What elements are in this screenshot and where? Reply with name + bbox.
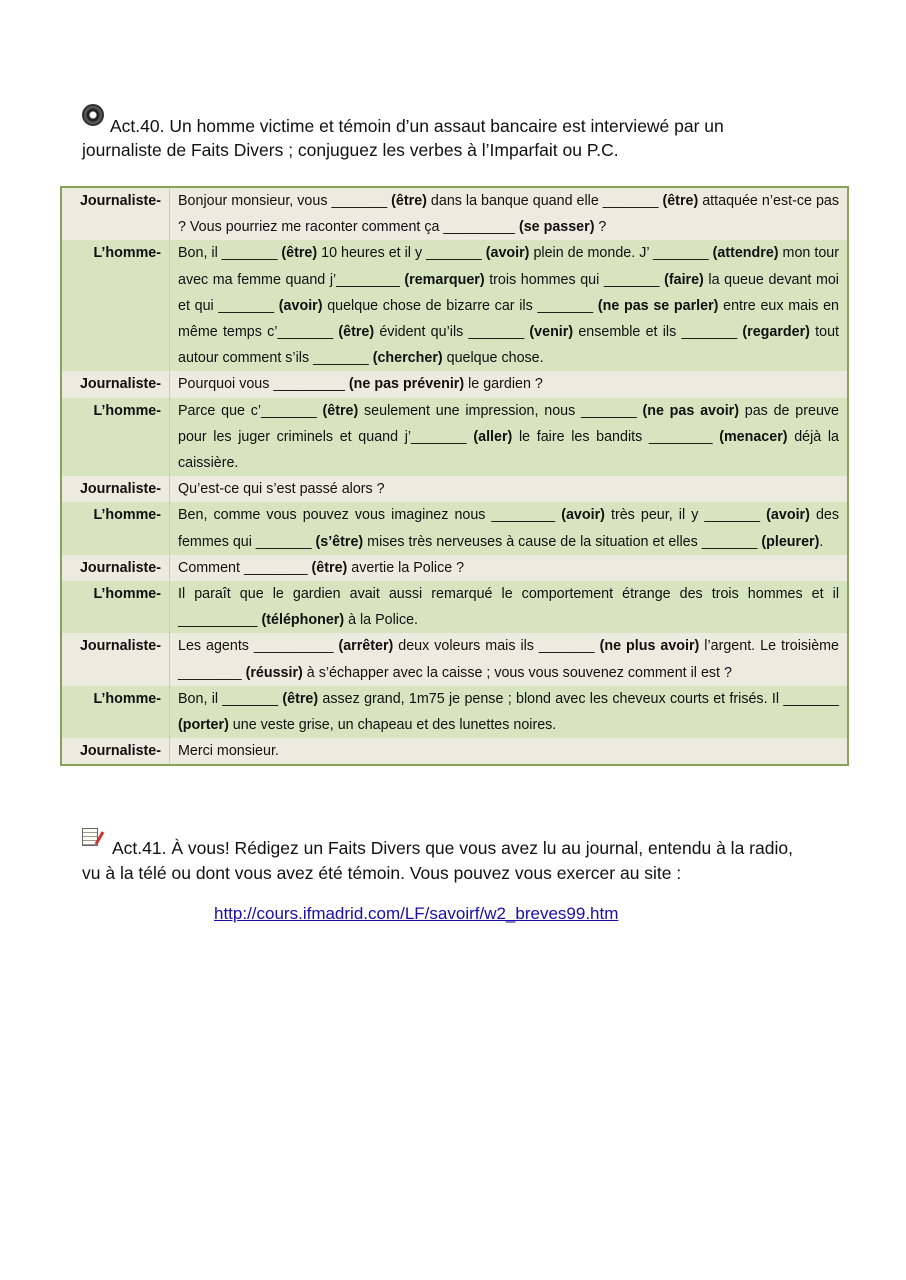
dialog-text (170, 686, 847, 738)
verb-hint: (ne plus avoir) (599, 638, 700, 655)
dialog-fragment: seulement une impression, nous _______ (358, 402, 643, 419)
verb-hint: (être) (281, 245, 318, 262)
dialog-fragment: Les agents __________ (178, 638, 339, 655)
journalist-row (62, 633, 847, 685)
journalist-row (62, 476, 847, 502)
journalist-row (62, 738, 847, 764)
verb-hint: (attendre) (712, 245, 779, 262)
dialog-fragment: déjà la caissière. (178, 428, 840, 472)
man-row (62, 581, 847, 633)
speaker-label: Journaliste- (62, 633, 170, 685)
dialog-fragment: Qu’est-ce qui s’est passé alors ? (178, 481, 385, 498)
dialog-fragment: dans la banque quand elle _______ (426, 193, 663, 209)
verb-hint: (téléphoner) (261, 612, 345, 629)
speaker-label: Journaliste- (62, 738, 170, 764)
dialog-text (170, 476, 847, 502)
verb-hint: (être) (338, 324, 375, 341)
dialog-fragment: avertie la Police ? (347, 559, 465, 576)
dialog-text (170, 240, 847, 371)
dialog-text (170, 738, 847, 764)
verb-hint: (remarquer) (404, 271, 485, 288)
speaker-label: L’homme- (62, 581, 170, 633)
verb-hint: (pleurer) (761, 533, 820, 550)
verb-hint: (être) (662, 193, 699, 209)
dialog-fragment: ? (594, 219, 607, 236)
dialog-fragment: mon tour avec ma femme quand j’________ (178, 245, 839, 288)
verb-hint: (être) (391, 193, 427, 209)
verb-hint: (réussir) (245, 664, 303, 681)
dialog-fragment: Bonjour monsieur, vous _______ (178, 193, 392, 209)
man-row (62, 502, 847, 554)
dialog-fragment: Merci monsieur. (178, 743, 279, 760)
dialog-fragment: Ben, comme vous pouvez vous imaginez nous ________ (178, 507, 562, 524)
man-row (62, 398, 847, 477)
speaker-label: L’homme- (62, 398, 170, 477)
dialog-table (60, 186, 849, 766)
dialog-fragment: Pourquoi vous _________ (178, 376, 349, 393)
dialog-text (170, 633, 847, 685)
verb-hint: (ne pas avoir) (642, 402, 740, 419)
dialog-text (170, 188, 847, 240)
verb-hint: (avoir) (485, 245, 530, 262)
dialog-fragment: plein de monde. J’ _______ (529, 245, 713, 262)
speaker-label: L’homme- (62, 240, 170, 371)
dialog-fragment: l’argent. Le troisième ________ (178, 638, 840, 681)
dialog-fragment: à s’échapper avec la caisse ; vous vous souvenez comment il est ? (302, 664, 732, 681)
dialog-fragment: Bon, il _______ (178, 245, 282, 262)
dialog-fragment: Parce que c’_______ (178, 402, 323, 419)
dialog-text (170, 502, 847, 554)
dialog-fragment: Il paraît que le gardien avait aussi remarqué le comportement étrange des trois hommes et il __________ (178, 586, 839, 629)
verb-hint: (être) (311, 559, 348, 576)
verb-hint: (chercher) (372, 350, 443, 367)
dialog-fragment: le gardien ? (464, 376, 543, 393)
speaker-label: Journaliste- (62, 555, 170, 581)
speaker-label: L’homme- (62, 686, 170, 738)
act41-instruction (82, 836, 802, 886)
dialog-fragment: assez grand, 1m75 je pense ; blond avec les cheveux courts et frisés. Il _______ (318, 690, 839, 707)
verb-hint: (être) (322, 402, 359, 419)
dialog-fragment: pas de preuve pour les juger criminels et quand j’_______ (178, 402, 839, 445)
man-row (62, 686, 847, 738)
dialog-fragment: attaquée n’est-ce pas ? Vous pourriez me raconter comment ça _________ (178, 193, 840, 236)
cd-icon (82, 104, 104, 126)
verb-hint: (avoir) (766, 507, 810, 524)
verb-hint: (regarder) (742, 324, 810, 341)
speaker-label: Journaliste- (62, 371, 170, 397)
notepad-icon (82, 828, 98, 846)
dialog-fragment: une veste grise, un chapeau et des lunettes noires. (228, 717, 557, 734)
dialog-fragment: mises très nerveuses à cause de la situation et elles _______ (363, 533, 762, 550)
dialog-fragment: deux voleurs mais ils _______ (393, 638, 600, 655)
verb-hint: (porter) (178, 717, 229, 734)
dialog-fragment: Bon, il _______ (178, 690, 283, 707)
dialog-fragment: 10 heures et il y _______ (317, 245, 486, 262)
exercise-link[interactable]: http://cours.ifmadrid.com/LF/savoirf/w2_breves99.htm (214, 904, 619, 923)
dialog-fragment: . (819, 533, 824, 550)
dialog-fragment: le faire les bandits ________ (512, 428, 720, 445)
dialog-fragment: très peur, il y _______ (604, 507, 767, 524)
dialog-fragment: trois hommes qui _______ (484, 271, 665, 288)
journalist-row (62, 371, 847, 397)
man-row (62, 240, 847, 371)
dialog-fragment: quelque chose de bizarre car ils _______ (322, 297, 598, 314)
speaker-label: L’homme- (62, 502, 170, 554)
dialog-fragment: Comment ________ (178, 559, 312, 576)
verb-hint: (s’être) (315, 533, 364, 550)
dialog-fragment: tout autour comment s’ils _______ (178, 324, 840, 367)
dialog-fragment: quelque chose. (442, 350, 544, 367)
dialog-text (170, 555, 847, 581)
act40-text: Act.40. Un homme victime et témoin d’un assaut bancaire est interviewé par un journaliste de Faits Divers ; conjuguez les verbes à l’Imparfait ou P.C. (82, 116, 724, 160)
verb-hint: (faire) (664, 271, 704, 288)
speaker-label: Journaliste- (62, 188, 170, 240)
dialog-fragment: évident qu’ils _______ (374, 324, 530, 341)
dialog-fragment: la queue devant moi et qui _______ (178, 271, 839, 314)
verb-hint: (ne pas se parler) (597, 297, 719, 314)
dialog-fragment: à la Police. (344, 612, 419, 629)
verb-hint: (arrêter) (338, 638, 394, 655)
verb-hint: (être) (282, 690, 319, 707)
verb-hint: (aller) (473, 428, 513, 445)
verb-hint: (ne pas prévenir) (348, 376, 465, 393)
verb-hint: (venir) (529, 324, 574, 341)
dialog-text (170, 371, 847, 397)
act41-text: Act.41. À vous! Rédigez un Faits Divers que vous avez lu au journal, entendu à la radio, vu à la télé ou dont vous avez été témoin. Vous pouvez vous exercer au site : (82, 838, 793, 883)
journalist-row (62, 188, 847, 240)
verb-hint: (se passer) (518, 219, 595, 236)
verb-hint: (avoir) (561, 507, 605, 524)
dialog-fragment: entre eux mais en même temps c’_______ (178, 297, 839, 341)
speaker-label: Journaliste- (62, 476, 170, 502)
verb-hint: (menacer) (719, 428, 788, 445)
dialog-fragment: ensemble et ils _______ (573, 324, 743, 341)
dialog-text (170, 398, 847, 477)
journalist-row (62, 555, 847, 581)
act40-instruction (82, 112, 802, 162)
verb-hint: (avoir) (278, 297, 323, 314)
dialog-fragment: des femmes qui _______ (178, 507, 840, 550)
dialog-text (170, 581, 847, 633)
